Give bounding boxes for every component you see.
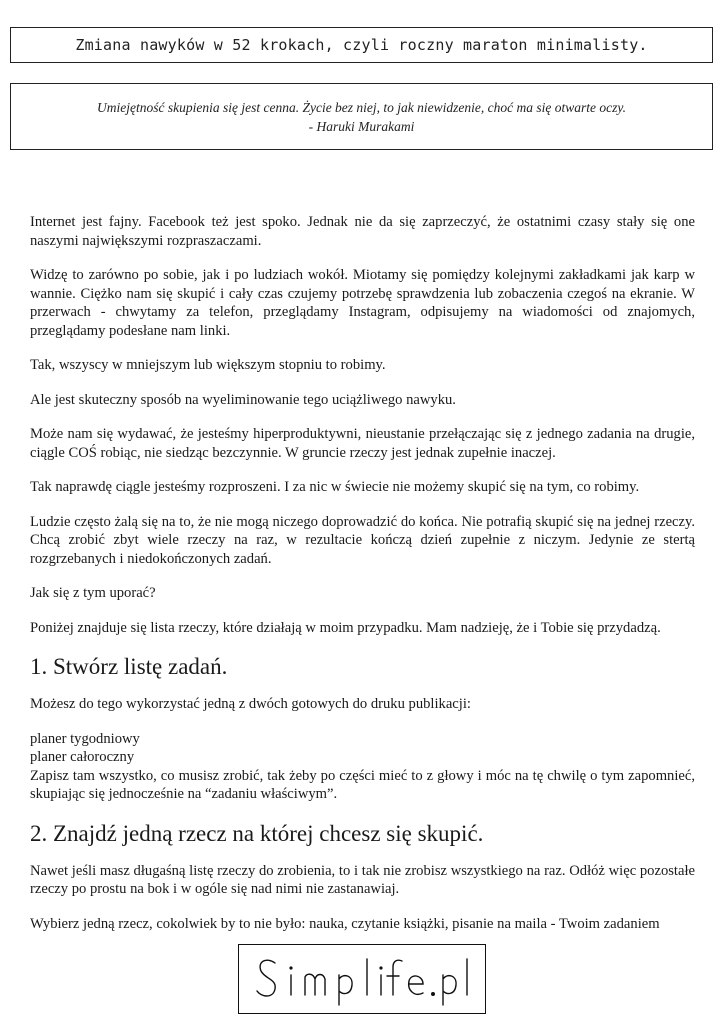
paragraph: Ludzie często żalą się na to, że nie mogą niczego doprowadzić do końca. Nie potrafią skupić się na jednej rzeczy. Chcą zrobić zbyt wiele rzeczy na raz, w rezultacie kończą dzień zupełnie z niczym. Jedynie ze stertą rozgrzebanych i niedokończonych zadań. [30, 513, 695, 567]
quote-author: - Haruki Murakami [308, 118, 415, 134]
quote-box [10, 83, 713, 150]
paragraph: Widzę to zarówno po sobie, jak i po ludziach wokół. Miotamy się pomiędzy kolejnymi zakładkami jak karp w wannie. Ciężko nam się skupić i cały czas czujemy potrzebę sprawdzenia lub zobaczenia czegoś na ekranie. W przerwach - chwytamy za telefon, przeglądamy Instagram, odpisujemy na wiadomości od znajomych, przeglądamy podesłane nam linki. [30, 267, 695, 339]
paragraph: Nawet jeśli masz długaśną listę rzeczy do zrobienia, to i tak nie zrobisz wszystkiego na raz. Odłóż więc pozostałe rzeczy po prostu na bok i w ogóle się nad nimi nie zastanawiaj. [30, 862, 695, 897]
list-item: planer tygodniowy [30, 730, 140, 747]
quote-text: Umiejętność skupienia się jest cenna. Życie bez niej, to jak niewidzenie, choć ma się otwarte oczy. [97, 99, 626, 115]
section-heading-2: 2. Znajdź jedną rzecz na której chcesz się skupić. [30, 820, 484, 846]
article-body [30, 213, 695, 933]
document-title-box [10, 27, 713, 63]
paragraph: Jak się z tym uporać? [30, 585, 156, 601]
paragraph: Wybierz jedną rzecz, cokolwiek by to nie było: nauka, czytanie książki, pisanie na maila - Twoim zadaniem [30, 915, 660, 932]
paragraph: Tak, wszyscy w mniejszym lub większym stopniu to robimy. [30, 357, 386, 373]
paragraph: Tak naprawdę ciągle jesteśmy rozproszeni. I za nic w świecie nie możemy skupić się na tym, co robimy. [30, 479, 640, 495]
list-item: Zapisz tam wszystko, co musisz zrobić, tak żeby po części mieć to z głowy i móc na tę chwilę o tym zapomnieć, skupiając się jednocześnie na “zadaniu właściwym”. [30, 767, 695, 802]
paragraph: Poniżej znajduje się lista rzeczy, które działają w moim przypadku. Mam nadzieję, że i Tobie się przydadzą. [30, 619, 661, 636]
paragraph: Może nam się wydawać, że jesteśmy hiperproduktywni, nieustanie przełączając się z jednego zadania na drugie, ciągle COŚ robiąc, nie siedząc bezczynnie. W gruncie rzeczy jest jednak zupełnie inaczej. [30, 426, 695, 461]
list-item: planer całoroczny [30, 749, 135, 765]
simplife-logo [238, 944, 486, 1014]
paragraph: Ale jest skuteczny sposób na wyeliminowanie tego uciążliwego nawyku. [30, 391, 456, 408]
document-title: Zmiana nawyków w 52 krokach, czyli roczny maraton minimalisty. [75, 36, 648, 54]
logo-wordmark [247, 949, 477, 1009]
paragraph: Internet jest fajny. Facebook też jest spoko. Jednak nie da się zaprzeczyć, że ostatnimi czasy stały się one naszymi największymi rozpraszaczami. [30, 214, 695, 249]
section-heading-1: 1. Stwórz listę zadań. [30, 654, 228, 679]
paragraph: Możesz do tego wykorzystać jedną z dwóch gotowych do druku publikacji: [30, 696, 471, 712]
planner-list [30, 730, 695, 804]
